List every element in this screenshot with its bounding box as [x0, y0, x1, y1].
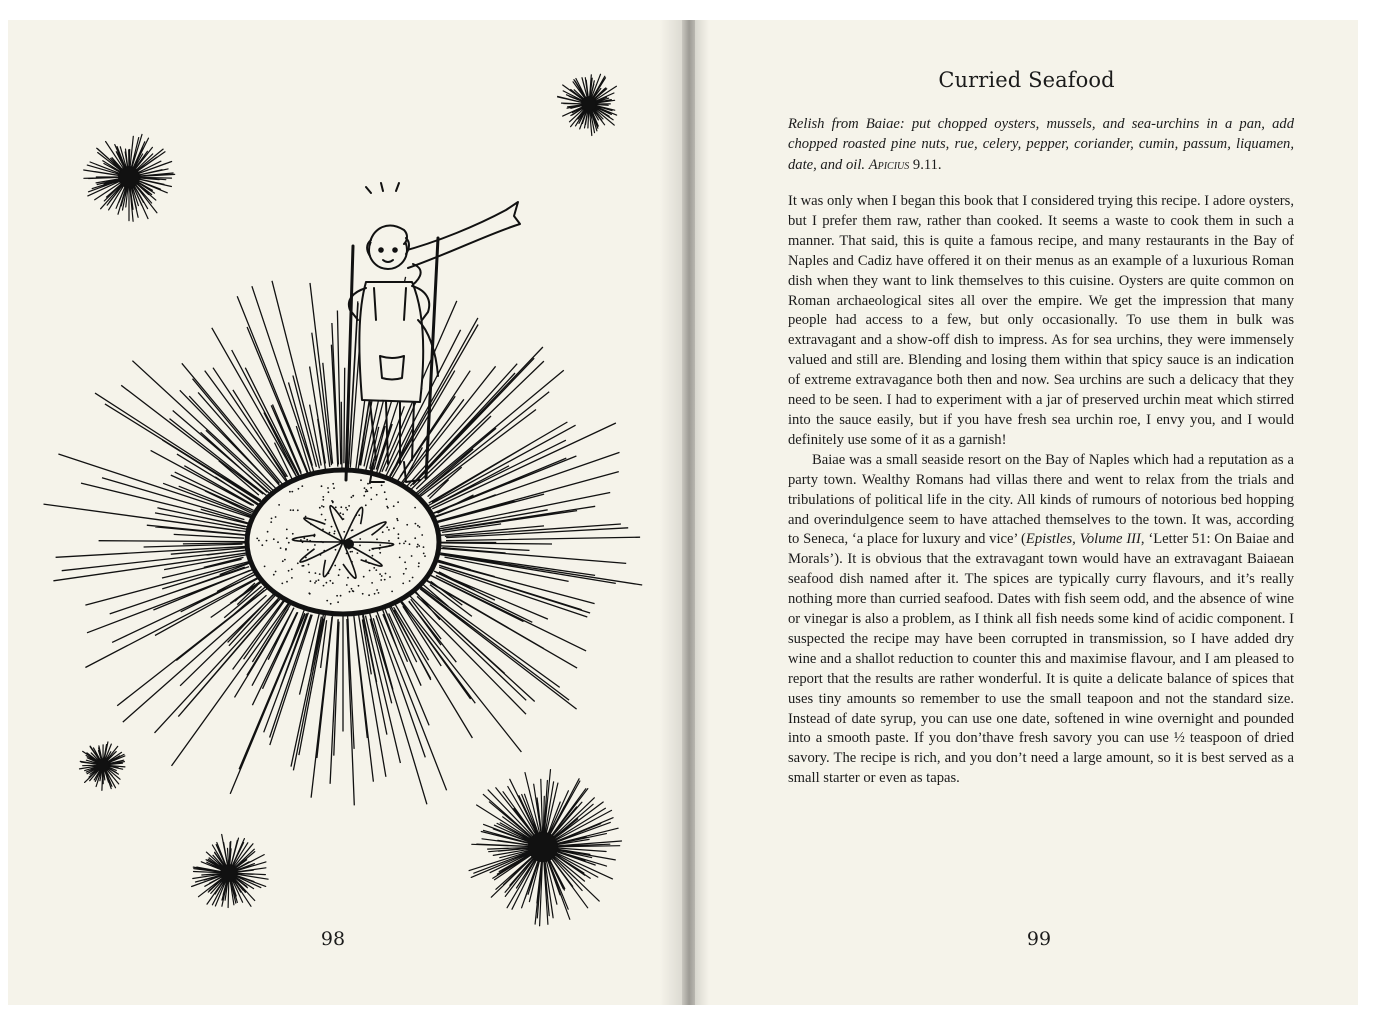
small-urchin: [192, 835, 269, 908]
paragraph-2: [788, 451, 1294, 789]
left-page: [8, 20, 682, 1005]
right-page: [695, 20, 1358, 1005]
citation: Epistles, Volume III: [1025, 531, 1141, 548]
main-sea-urchin: [44, 277, 643, 806]
cook-figure: [346, 183, 520, 482]
sea-urchin-illustration: [8, 20, 682, 1005]
page-number-right: 99: [1026, 928, 1052, 950]
epigraph-quote: [788, 114, 1294, 175]
gutter-shadow: [695, 20, 709, 1005]
small-urchin: [558, 74, 617, 135]
small-urchin: [84, 134, 175, 221]
paragraph-2-part-1: Baiae was a small seaside resort on the Bay of Naples which had a reputation as a party town. Wealthy Romans had villas there and went to relax from the trials and tribulations of political life in the city. All kinds of rumours of notorious bed hopping and overindulgence seem to have attached themselves to the town. It was, according to Seneca, ‘a place for luxury and vice’ (: [788, 451, 1294, 548]
paragraph-2-part-2: , ‘Letter 51: On Baiae and Morals’). It is obvious that the extravagant town would have an extravagant Baiaean seafood dish named after it. The spices are typically curry flavours, and it’s really nothing more than curried seafood. Dates with fish seem odd, and the absence of wine or vinegar is also a problem, as I think all fish needs some kind of acidic component. I suspected the recipe may have been corrupted in transmission, so I have added dry wine and a shallot reduction to counter this and maximise flavour, and I am pleased to report that the results are rather wonderful. It is quite a delicate balance of spices that uses tiny amounts so remember to use the small teapoon and not the standard size. Instead of date syrup, you can use one date, softened in wine overnight and pounded into a smooth paste. If you don’thave fresh savory you can use ½ teaspoon of dried savory. The recipe is rich, and you don’t need a large amount, so it is best served as a small starter or even as tapas.: [788, 531, 1295, 787]
gutter-shadow: [660, 20, 682, 1005]
small-urchin: [80, 742, 125, 790]
recipe-title: Curried Seafood: [938, 68, 1115, 92]
book-spread: [8, 20, 1358, 1005]
epigraph-reference: 9.11.: [912, 156, 942, 173]
small-urchin: [469, 770, 621, 926]
book-gutter: [682, 20, 695, 1005]
epigraph-source: Apicius: [868, 156, 910, 173]
epigraph-text: Relish from Baiae: put chopped oysters, mussels, and sea-urchins in a pan, add chopped roasted pine nuts, rue, celery, pepper, coriander, cumin, passum, liquamen, date, and oil.: [788, 116, 1294, 173]
paragraph-1: It was only when I began this book that I considered trying this recipe. I adore oysters, but I prefer them raw, rather than cooked. It seems a waste to cook them in such a manner. That said, this is quite a famous recipe, and many restaurants in the Bay of Naples and Cadiz have offered it on their menus as an example of a luxurious Roman dish when they want to link themselves to this cuisine. Oysters are quite common on Roman archaeological sites all over the empire. We get the impression that many people had access to a few, but only occasionally. To use them in bulk was extravagant and a show-off dish to impress. As for sea urchins, they were immensely valued and still are. Blending and losing them within that spicy sauce is an indication of extreme extravagance both then and now. Sea urchins are such a delicacy that they need to be seen. I had to experiment with a jar of preserved urchin meat which stirred into the sauce easily, but if you have fresh sea urchin roe, I envy you, and I would definitely use some of it as a garnish!: [788, 193, 1294, 448]
body-text: [788, 192, 1294, 789]
page-number-left: 98: [320, 928, 346, 950]
